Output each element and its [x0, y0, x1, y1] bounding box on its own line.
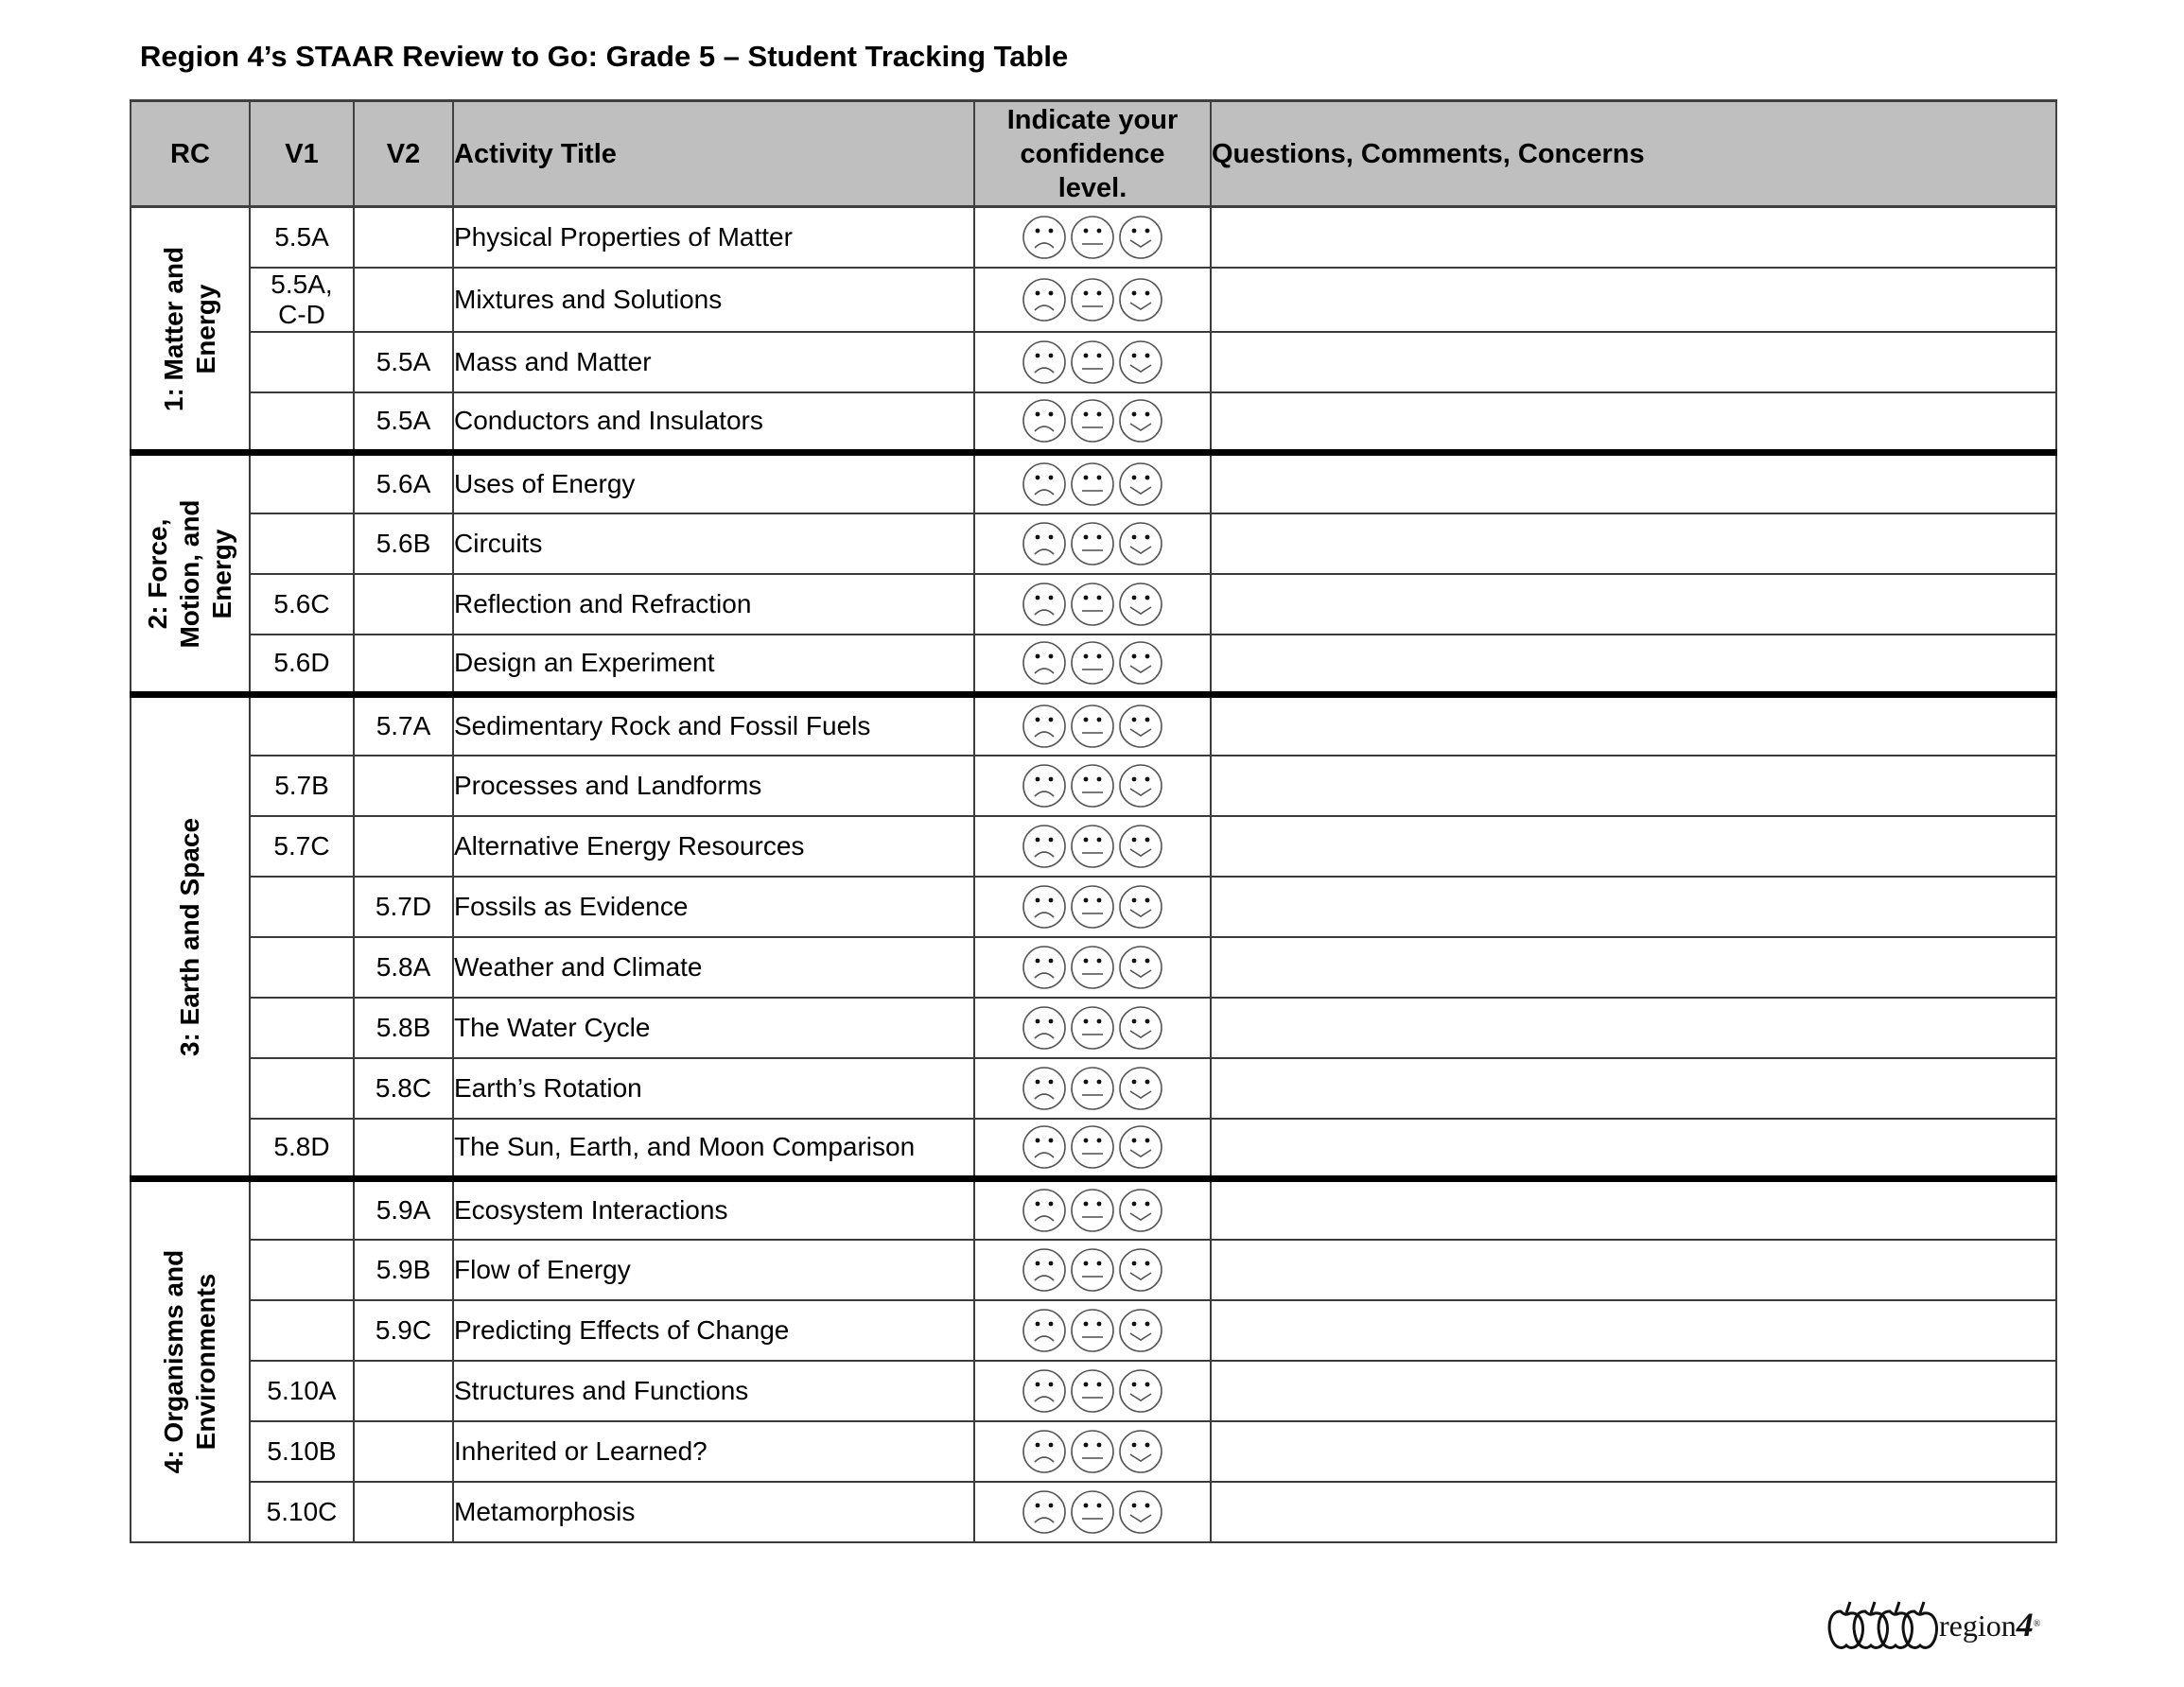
rc-cell	[131, 695, 250, 1179]
smile-face-icon[interactable]	[1118, 1066, 1163, 1111]
activity-title-cell: Reflection and Refraction	[453, 574, 974, 635]
questions-comments-cell[interactable]	[1211, 695, 2056, 756]
confidence-faces	[975, 1308, 1210, 1353]
rc-label-line: Environments	[191, 1273, 220, 1451]
smile-face-icon[interactable]	[1118, 1489, 1163, 1535]
table-row	[131, 1179, 2056, 1240]
v1-cell	[250, 695, 354, 756]
confidence-faces	[975, 339, 1210, 385]
smile-face-icon[interactable]	[1118, 640, 1163, 686]
questions-comments-cell[interactable]	[1211, 268, 2056, 332]
activity-title-cell: Weather and Climate	[453, 937, 974, 998]
table-row	[131, 207, 2056, 268]
smile-face-icon[interactable]	[1118, 704, 1163, 749]
confidence-cell	[974, 574, 1211, 635]
frown-face-icon[interactable]	[1022, 1429, 1067, 1474]
questions-comments-cell[interactable]	[1211, 207, 2056, 268]
activity-title-cell: Structures and Functions	[453, 1361, 974, 1421]
activity-title-cell: Physical Properties of Matter	[453, 207, 974, 268]
table-row	[131, 695, 2056, 756]
neutral-face-icon[interactable]	[1070, 582, 1115, 627]
table-row	[131, 574, 2056, 635]
neutral-face-icon[interactable]	[1070, 1429, 1115, 1474]
table-row	[131, 1300, 2056, 1361]
frown-face-icon[interactable]	[1022, 1066, 1067, 1111]
rc-label	[158, 246, 222, 410]
questions-comments-cell[interactable]	[1211, 756, 2056, 816]
neutral-face-icon[interactable]	[1070, 884, 1115, 930]
v1-cell	[250, 937, 354, 998]
frown-face-icon[interactable]	[1022, 1005, 1067, 1051]
activity-title-cell: Mass and Matter	[453, 332, 974, 392]
frown-face-icon[interactable]	[1022, 1368, 1067, 1414]
confidence-cell	[974, 1119, 1211, 1179]
confidence-faces	[975, 884, 1210, 930]
smile-face-icon[interactable]	[1118, 461, 1163, 507]
v1-cell: 5.10A	[250, 1361, 354, 1421]
table-row	[131, 513, 2056, 574]
v1-cell: 5.5A, C-D	[250, 268, 354, 332]
neutral-face-icon[interactable]	[1070, 398, 1115, 443]
smile-face-icon[interactable]	[1118, 1005, 1163, 1051]
header-confidence-line: level.	[1057, 172, 1127, 203]
frown-face-icon[interactable]	[1022, 763, 1067, 809]
smile-face-icon[interactable]	[1118, 1429, 1163, 1474]
v1-cell: 5.6C	[250, 574, 354, 635]
confidence-cell	[974, 756, 1211, 816]
confidence-cell	[974, 998, 1211, 1058]
v2-cell	[354, 207, 453, 268]
neutral-face-icon[interactable]	[1070, 215, 1115, 260]
header-v1: V1	[250, 101, 354, 207]
table-body	[131, 207, 2056, 1542]
v1-cell	[250, 1300, 354, 1361]
confidence-cell	[974, 392, 1211, 453]
activity-title-cell: Alternative Energy Resources	[453, 816, 974, 877]
questions-comments-cell[interactable]	[1211, 453, 2056, 513]
confidence-cell	[974, 816, 1211, 877]
confidence-faces	[975, 398, 1210, 443]
questions-comments-cell[interactable]	[1211, 574, 2056, 635]
smile-face-icon[interactable]	[1118, 1124, 1163, 1170]
questions-comments-cell[interactable]	[1211, 635, 2056, 695]
neutral-face-icon[interactable]	[1070, 704, 1115, 749]
activity-title-cell: Processes and Landforms	[453, 756, 974, 816]
frown-face-icon[interactable]	[1022, 339, 1067, 385]
confidence-cell	[974, 1421, 1211, 1482]
header-confidence-line: Indicate your	[1006, 104, 1179, 135]
neutral-face-icon[interactable]	[1070, 277, 1115, 322]
activity-title-cell: Fossils as Evidence	[453, 877, 974, 937]
rc-cell	[131, 1179, 250, 1542]
page-title: Region 4’s STAAR Review to Go: Grade 5 – Student Tracking Table	[140, 40, 1069, 73]
v2-cell	[354, 1421, 453, 1482]
questions-comments-cell[interactable]	[1211, 1482, 2056, 1542]
confidence-faces	[975, 1429, 1210, 1474]
neutral-face-icon[interactable]	[1070, 1066, 1115, 1111]
v2-cell: 5.7D	[354, 877, 453, 937]
questions-comments-cell[interactable]	[1211, 937, 2056, 998]
activity-title-cell: Metamorphosis	[453, 1482, 974, 1542]
smile-face-icon[interactable]	[1118, 277, 1163, 322]
smile-face-icon[interactable]	[1118, 582, 1163, 627]
rc-label-line: 4: Organisms and	[159, 1249, 188, 1474]
table-row	[131, 877, 2056, 937]
confidence-faces	[975, 824, 1210, 869]
confidence-faces	[975, 521, 1210, 566]
questions-comments-cell[interactable]	[1211, 1179, 2056, 1240]
neutral-face-icon[interactable]	[1070, 461, 1115, 507]
v2-cell: 5.8A	[354, 937, 453, 998]
v2-cell	[354, 816, 453, 877]
smile-face-icon[interactable]	[1118, 1368, 1163, 1414]
confidence-faces	[975, 1489, 1210, 1535]
rc-label-line: 2: Force,	[143, 518, 172, 629]
confidence-faces	[975, 277, 1210, 322]
rc-cell	[131, 207, 250, 453]
logo-word: region	[1939, 1609, 2017, 1643]
rc-label-line: Energy	[191, 284, 220, 374]
smile-face-icon[interactable]	[1118, 215, 1163, 260]
rc-label-line: 3: Earth and Space	[175, 817, 204, 1056]
table-row	[131, 392, 2056, 453]
table-row	[131, 1421, 2056, 1482]
questions-comments-cell[interactable]	[1211, 1119, 2056, 1179]
confidence-cell	[974, 695, 1211, 756]
neutral-face-icon[interactable]	[1070, 521, 1115, 566]
rc-label-line: 1: Matter and	[159, 246, 188, 411]
questions-comments-cell[interactable]	[1211, 392, 2056, 453]
v2-cell: 5.6B	[354, 513, 453, 574]
table-row	[131, 268, 2056, 332]
frown-face-icon[interactable]	[1022, 1124, 1067, 1170]
confidence-cell	[974, 1240, 1211, 1300]
v2-cell: 5.9B	[354, 1240, 453, 1300]
frown-face-icon[interactable]	[1022, 215, 1067, 260]
v2-cell: 5.8B	[354, 998, 453, 1058]
header-questions: Questions, Comments, Concerns	[1211, 101, 2056, 207]
confidence-faces	[975, 704, 1210, 749]
activity-title-cell: The Water Cycle	[453, 998, 974, 1058]
activity-title-cell: Earth’s Rotation	[453, 1058, 974, 1119]
confidence-cell	[974, 332, 1211, 392]
smile-face-icon[interactable]	[1118, 1308, 1163, 1353]
frown-face-icon[interactable]	[1022, 521, 1067, 566]
header-activity-title: Activity Title	[453, 101, 974, 207]
smile-face-icon[interactable]	[1118, 824, 1163, 869]
confidence-cell	[974, 1300, 1211, 1361]
v1-cell: 5.8D	[250, 1119, 354, 1179]
frown-face-icon[interactable]	[1022, 1308, 1067, 1353]
neutral-face-icon[interactable]	[1070, 1247, 1115, 1293]
confidence-faces	[975, 1005, 1210, 1051]
frown-face-icon[interactable]	[1022, 640, 1067, 686]
region4-logo	[1827, 1598, 2085, 1653]
v1-cell: 5.6D	[250, 635, 354, 695]
v1-cell	[250, 392, 354, 453]
student-tracking-table	[130, 99, 2057, 1543]
confidence-faces	[975, 461, 1210, 507]
confidence-cell	[974, 513, 1211, 574]
confidence-cell	[974, 877, 1211, 937]
v1-cell	[250, 998, 354, 1058]
v1-cell: 5.10C	[250, 1482, 354, 1542]
questions-comments-cell[interactable]	[1211, 513, 2056, 574]
activity-title-cell: Sedimentary Rock and Fossil Fuels	[453, 695, 974, 756]
confidence-faces	[975, 582, 1210, 627]
v1-cell: 5.7B	[250, 756, 354, 816]
frown-face-icon[interactable]	[1022, 277, 1067, 322]
activity-title-cell: Flow of Energy	[453, 1240, 974, 1300]
activity-title-cell: Predicting Effects of Change	[453, 1300, 974, 1361]
v1-cell: 5.10B	[250, 1421, 354, 1482]
table-row	[131, 1240, 2056, 1300]
v2-cell	[354, 268, 453, 332]
table-header-row	[131, 101, 2056, 207]
frown-face-icon[interactable]	[1022, 461, 1067, 507]
questions-comments-cell[interactable]	[1211, 1300, 2056, 1361]
questions-comments-cell[interactable]	[1211, 1240, 2056, 1300]
neutral-face-icon[interactable]	[1070, 1188, 1115, 1233]
v2-cell: 5.9A	[354, 1179, 453, 1240]
v1-cell	[250, 513, 354, 574]
confidence-cell	[974, 1361, 1211, 1421]
neutral-face-icon[interactable]	[1070, 763, 1115, 809]
confidence-faces	[975, 1066, 1210, 1111]
activity-title-cell: Design an Experiment	[453, 635, 974, 695]
confidence-cell	[974, 1482, 1211, 1542]
smile-face-icon[interactable]	[1118, 945, 1163, 990]
v2-cell: 5.6A	[354, 453, 453, 513]
activity-title-cell: Circuits	[453, 513, 974, 574]
table-row	[131, 816, 2056, 877]
frown-face-icon[interactable]	[1022, 1188, 1067, 1233]
rc-label	[142, 499, 238, 648]
questions-comments-cell[interactable]	[1211, 816, 2056, 877]
confidence-faces	[975, 1124, 1210, 1170]
questions-comments-cell[interactable]	[1211, 332, 2056, 392]
smile-face-icon[interactable]	[1118, 521, 1163, 566]
table-row	[131, 332, 2056, 392]
confidence-faces	[975, 1247, 1210, 1293]
confidence-cell	[974, 268, 1211, 332]
rc-label-line: Motion, and	[175, 498, 204, 649]
logo-text	[1939, 1608, 2040, 1643]
questions-comments-cell[interactable]	[1211, 1361, 2056, 1421]
v1-cell	[250, 453, 354, 513]
frown-face-icon[interactable]	[1022, 824, 1067, 869]
v2-cell	[354, 574, 453, 635]
activity-title-cell: Conductors and Insulators	[453, 392, 974, 453]
neutral-face-icon[interactable]	[1070, 1005, 1115, 1051]
rc-cell	[131, 453, 250, 695]
frown-face-icon[interactable]	[1022, 704, 1067, 749]
rc-label	[158, 1249, 222, 1473]
confidence-cell	[974, 453, 1211, 513]
table-row	[131, 1119, 2056, 1179]
v2-cell	[354, 635, 453, 695]
table-row	[131, 756, 2056, 816]
table-row	[131, 1361, 2056, 1421]
v2-cell: 5.5A	[354, 332, 453, 392]
smile-face-icon[interactable]	[1118, 398, 1163, 443]
v2-cell: 5.5A	[354, 392, 453, 453]
table-row	[131, 937, 2056, 998]
activity-title-cell: Uses of Energy	[453, 453, 974, 513]
v1-cell	[250, 1058, 354, 1119]
table-row	[131, 1482, 2056, 1542]
frown-face-icon[interactable]	[1022, 945, 1067, 990]
rc-label	[174, 817, 206, 1055]
activity-title-cell: Ecosystem Interactions	[453, 1179, 974, 1240]
v1-cell: 5.7C	[250, 816, 354, 877]
neutral-face-icon[interactable]	[1070, 640, 1115, 686]
logo-number: 4	[2016, 1606, 2034, 1644]
smile-face-icon[interactable]	[1118, 1247, 1163, 1293]
confidence-cell	[974, 1058, 1211, 1119]
v2-cell	[354, 1361, 453, 1421]
v2-cell: 5.9C	[354, 1300, 453, 1361]
neutral-face-icon[interactable]	[1070, 339, 1115, 385]
confidence-faces	[975, 640, 1210, 686]
questions-comments-cell[interactable]	[1211, 1421, 2056, 1482]
neutral-face-icon[interactable]	[1070, 1489, 1115, 1535]
confidence-faces	[975, 215, 1210, 260]
rc-label-line: Energy	[207, 529, 236, 618]
header-v2: V2	[354, 101, 453, 207]
confidence-faces	[975, 1368, 1210, 1414]
logo-registered-mark: ®	[2033, 1619, 2041, 1629]
questions-comments-cell[interactable]	[1211, 1058, 2056, 1119]
v1-cell	[250, 877, 354, 937]
confidence-cell	[974, 1179, 1211, 1240]
frown-face-icon[interactable]	[1022, 1247, 1067, 1293]
confidence-faces	[975, 763, 1210, 809]
neutral-face-icon[interactable]	[1070, 945, 1115, 990]
activity-title-cell: Inherited or Learned?	[453, 1421, 974, 1482]
v2-cell	[354, 756, 453, 816]
confidence-faces	[975, 945, 1210, 990]
v1-cell: 5.5A	[250, 207, 354, 268]
v1-cell	[250, 1179, 354, 1240]
frown-face-icon[interactable]	[1022, 884, 1067, 930]
header-rc: RC	[131, 101, 250, 207]
table-row	[131, 635, 2056, 695]
activity-title-cell: The Sun, Earth, and Moon Comparison	[453, 1119, 974, 1179]
neutral-face-icon[interactable]	[1070, 1368, 1115, 1414]
v1-cell	[250, 332, 354, 392]
confidence-cell	[974, 207, 1211, 268]
confidence-cell	[974, 635, 1211, 695]
neutral-face-icon[interactable]	[1070, 1124, 1115, 1170]
frown-face-icon[interactable]	[1022, 398, 1067, 443]
frown-face-icon[interactable]	[1022, 582, 1067, 627]
confidence-faces	[975, 1188, 1210, 1233]
questions-comments-cell[interactable]	[1211, 877, 2056, 937]
questions-comments-cell[interactable]	[1211, 998, 2056, 1058]
v1-cell	[250, 1240, 354, 1300]
v2-cell	[354, 1482, 453, 1542]
smile-face-icon[interactable]	[1118, 763, 1163, 809]
activity-title-cell: Mixtures and Solutions	[453, 268, 974, 332]
header-confidence-line: confidence	[1020, 138, 1165, 169]
smile-face-icon[interactable]	[1118, 884, 1163, 930]
v2-cell: 5.7A	[354, 695, 453, 756]
v2-cell: 5.8C	[354, 1058, 453, 1119]
neutral-face-icon[interactable]	[1070, 1308, 1115, 1353]
table-row	[131, 1058, 2056, 1119]
table-row	[131, 998, 2056, 1058]
confidence-cell	[974, 937, 1211, 998]
table-row	[131, 453, 2056, 513]
smile-face-icon[interactable]	[1118, 1188, 1163, 1233]
neutral-face-icon[interactable]	[1070, 824, 1115, 869]
smile-face-icon[interactable]	[1118, 339, 1163, 385]
v2-cell	[354, 1119, 453, 1179]
header-confidence	[974, 101, 1211, 207]
frown-face-icon[interactable]	[1022, 1489, 1067, 1535]
